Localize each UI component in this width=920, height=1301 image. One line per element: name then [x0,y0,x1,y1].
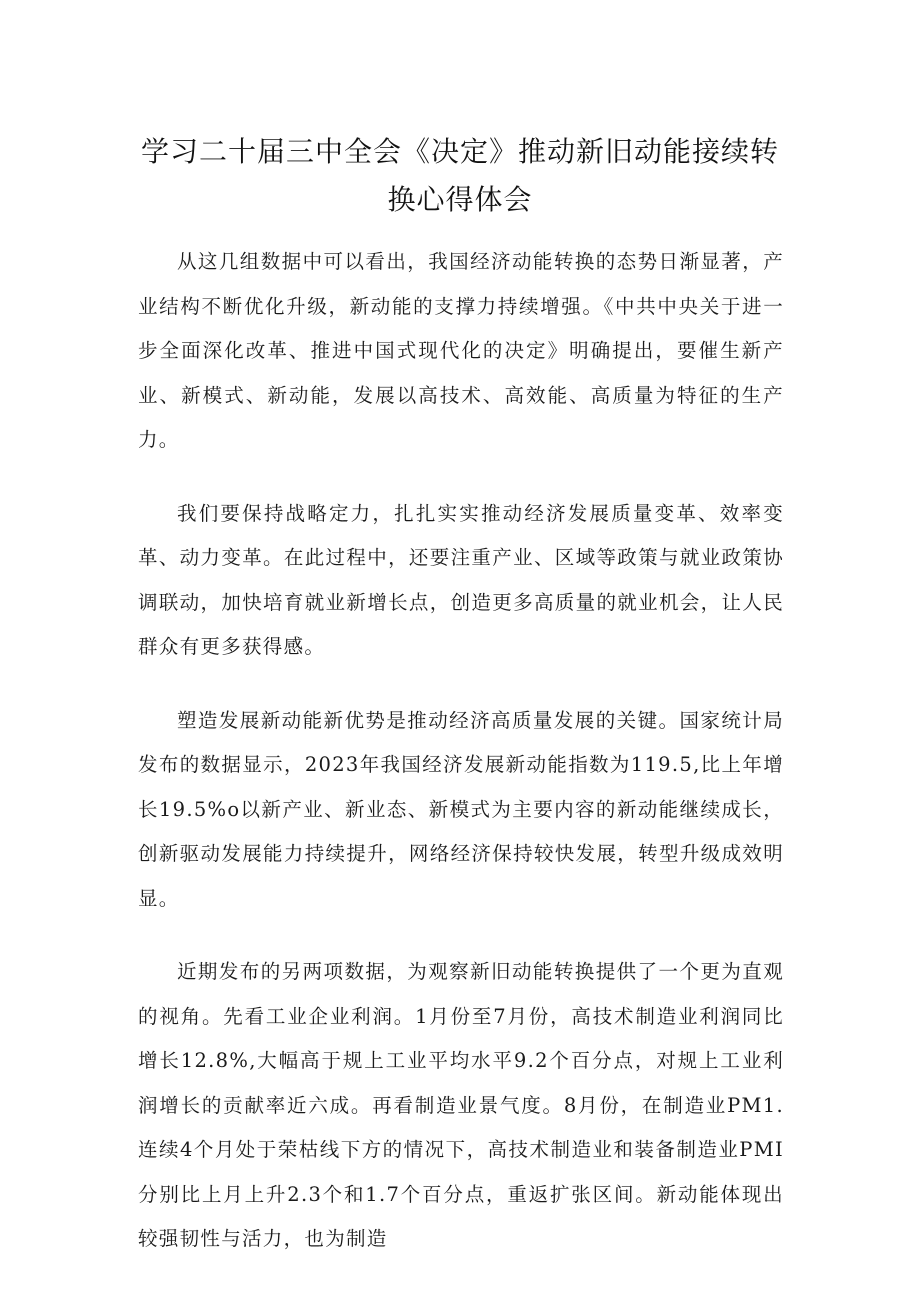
paragraph-4: 近期发布的另两项数据，为观察新旧动能转换提供了一个更为直观的视角。先看工业企业利润。1月份至7月份，高技术制造业利润同比增长12.8%,大幅高于规上工业平均水平9.2个百分点，对规上工业利润增长的贡献率近六成。再看制造业景气度。8月份，在制造业PM1.连续4个月处于荣枯线下方的情况下，高技术制造业和装备制造业PMI分别比上月上升2.3个和1.7个百分点，重返扩张区间。新动能体现出较强韧性与活力，也为制造 [138,960,784,1250]
paragraph-3: 塑造发展新动能新优势是推动经济高质量发展的关键。国家统计局发布的数据显示，2023年我国经济发展新动能指数为119.5,比上年增长19.5%o以新产业、新业态、新模式为主要内容的新动能继续成长，创新驱动发展能力持续提升，网络经济保持较快发展，转型升级成效明显。 [138,708,784,910]
paragraph-2: 我们要保持战略定力，扎扎实实推动经济发展质量变革、效率变革、动力变革。在此过程中，还要注重产业、区域等政策与就业政策协调联动，加快培育就业新增长点，创造更多高质量的就业机会，让人民群众有更多获得感。 [138,501,784,658]
paragraph-1: 从这几组数据中可以看出，我国经济动能转换的态势日渐显著，产业结构不断优化升级，新动能的支撑力持续增强。《中共中央关于进一步全面深化改革、推进中国式现代化的决定》明确提出，要催生新产业、新模式、新动能，发展以高技术、高效能、高质量为特征的生产力。 [138,250,784,451]
document-body [138,240,784,1291]
document-title: 学习二十届三中全会《决定》推动新旧动能接续转换心得体会 [140,135,779,216]
